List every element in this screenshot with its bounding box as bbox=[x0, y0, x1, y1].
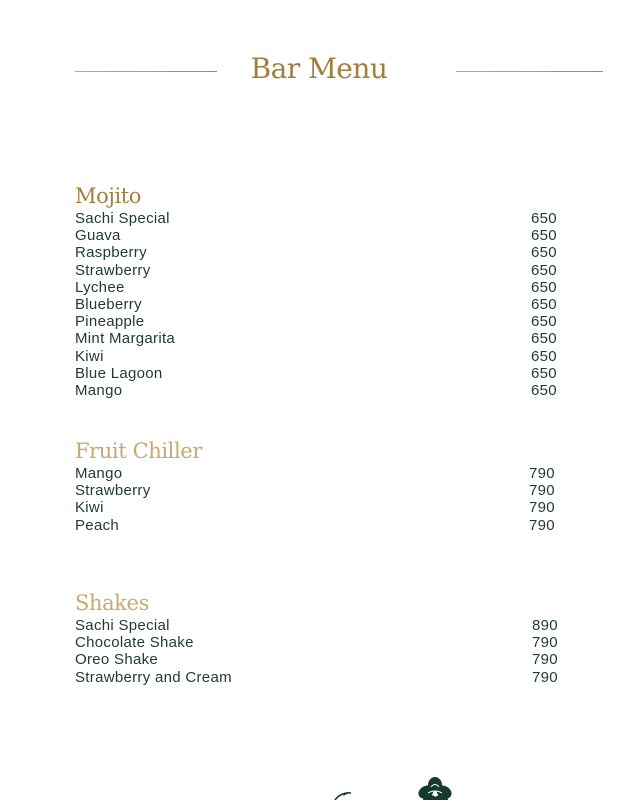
section-title: Shakes bbox=[75, 591, 149, 615]
item-price: 650 bbox=[531, 295, 557, 313]
item-name: Kiwi bbox=[75, 347, 104, 365]
item-name: Lychee bbox=[75, 278, 125, 296]
item-price: 650 bbox=[531, 330, 557, 348]
item-name: Pineapple bbox=[75, 313, 145, 331]
menu-item bbox=[75, 669, 565, 686]
item-name: Oreo Shake bbox=[75, 651, 159, 669]
item-price: 650 bbox=[531, 261, 557, 279]
menu-item bbox=[75, 227, 565, 244]
section-shakes bbox=[75, 589, 565, 686]
menu-item bbox=[75, 313, 565, 330]
page-title: Bar Menu bbox=[250, 52, 388, 85]
item-name: Strawberry and Cream bbox=[75, 668, 232, 686]
item-price: 790 bbox=[529, 482, 555, 500]
item-price: 650 bbox=[531, 278, 557, 296]
section-title: Fruit Chiller bbox=[75, 439, 202, 463]
menu-item bbox=[75, 499, 565, 516]
item-name: Blueberry bbox=[75, 295, 142, 313]
item-price: 790 bbox=[532, 668, 558, 686]
menu-item bbox=[75, 210, 565, 227]
item-name: Mango bbox=[75, 465, 123, 482]
item-name: Strawberry bbox=[75, 261, 151, 279]
item-name: Raspberry bbox=[75, 244, 147, 262]
item-name: Strawberry bbox=[75, 482, 151, 500]
item-price: 790 bbox=[529, 499, 555, 517]
section-mojito bbox=[75, 182, 565, 399]
item-name: Mango bbox=[75, 381, 123, 399]
menu-item bbox=[75, 330, 565, 347]
item-name: Peach bbox=[75, 516, 120, 534]
menu-item bbox=[75, 365, 565, 382]
menu-item bbox=[75, 617, 565, 634]
item-name: Sachi Special bbox=[75, 210, 170, 227]
item-price: 650 bbox=[531, 364, 557, 382]
menu-item bbox=[75, 382, 565, 399]
item-price: 650 bbox=[531, 347, 557, 365]
item-name: Mint Margarita bbox=[75, 330, 176, 348]
header-rule-right bbox=[456, 71, 603, 72]
item-price: 650 bbox=[531, 313, 557, 331]
item-name: Blue Lagoon bbox=[75, 364, 163, 382]
menu-item bbox=[75, 465, 565, 482]
menu-header bbox=[0, 50, 638, 94]
item-price: 650 bbox=[531, 227, 557, 245]
item-name: Sachi Special bbox=[75, 617, 170, 634]
menu-item bbox=[75, 517, 565, 534]
item-price: 790 bbox=[529, 516, 555, 534]
item-price: 650 bbox=[531, 381, 557, 399]
item-price: 650 bbox=[531, 244, 557, 262]
menu-item bbox=[75, 262, 565, 279]
hibiscus-flower-icon bbox=[412, 776, 458, 800]
item-name: Guava bbox=[75, 227, 121, 245]
item-name: Chocolate Shake bbox=[75, 634, 194, 652]
item-price: 790 bbox=[529, 465, 555, 482]
menu-item bbox=[75, 348, 565, 365]
item-name: Kiwi bbox=[75, 499, 104, 517]
section-fruit-chiller bbox=[75, 437, 565, 534]
leaf-sprig-icon bbox=[333, 790, 353, 800]
section-title: Mojito bbox=[75, 184, 142, 208]
item-price: 790 bbox=[532, 651, 558, 669]
item-price: 790 bbox=[532, 634, 558, 652]
menu-item bbox=[75, 634, 565, 651]
menu-item bbox=[75, 279, 565, 296]
item-price: 890 bbox=[532, 617, 558, 634]
menu-item bbox=[75, 651, 565, 668]
menu-item bbox=[75, 244, 565, 261]
menu-item bbox=[75, 482, 565, 499]
menu-item bbox=[75, 296, 565, 313]
item-price: 650 bbox=[531, 210, 557, 227]
